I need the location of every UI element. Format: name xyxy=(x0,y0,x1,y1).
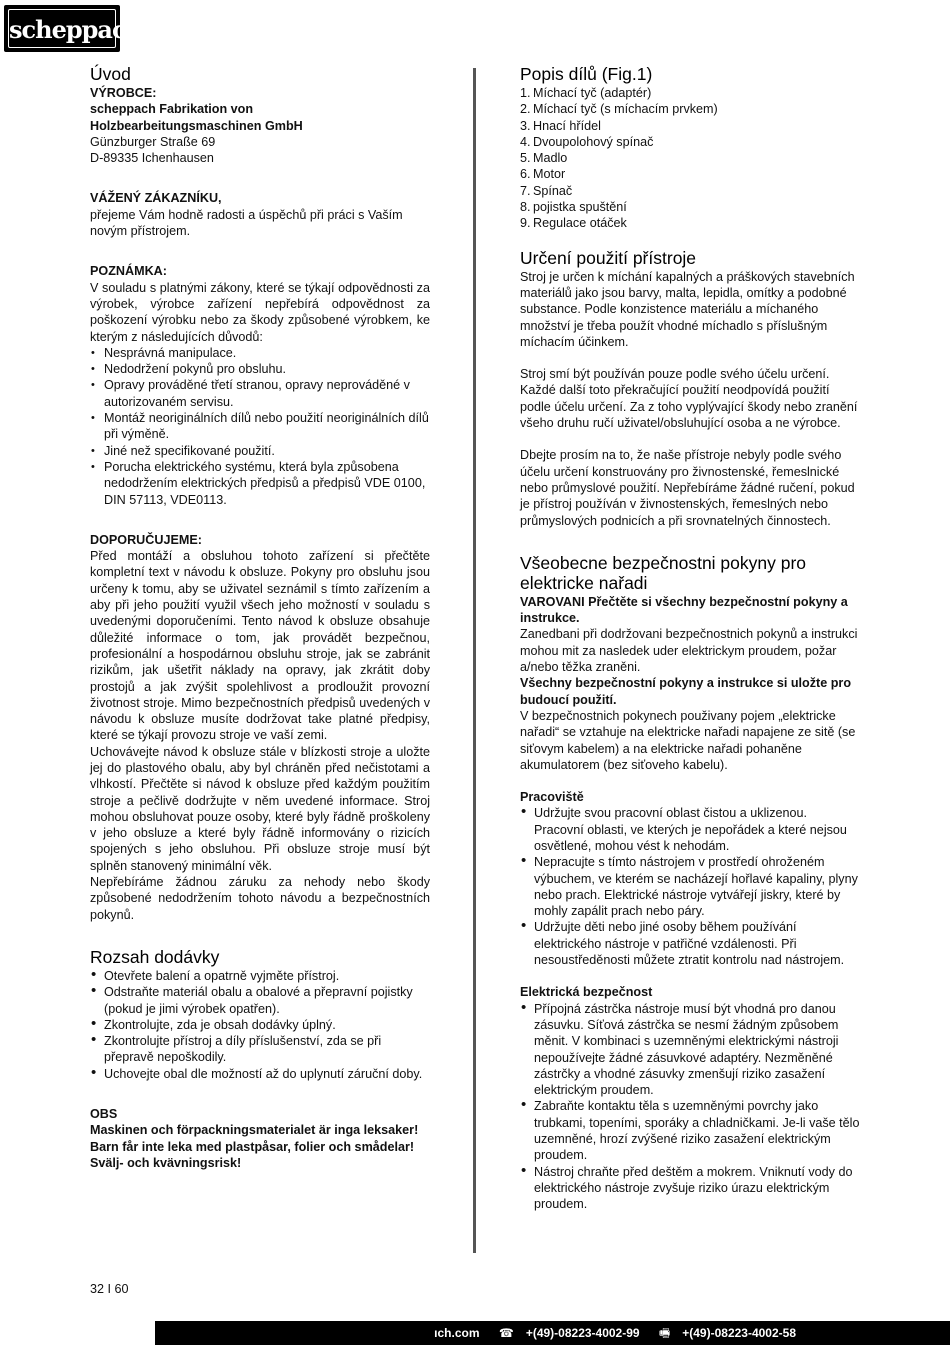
poznamka-text: V souladu s platnými zákony, které se týkají odpovědnosti za výrobek, výrobce zařízení nepřebírá odpovědnost za poškození výrobku nebo za škody způsobené výrobkem, ke kterým z následujících důvodů: xyxy=(90,280,430,344)
list-item: 4. Dvoupolohový spínač xyxy=(520,134,654,149)
list-item: • Uchovejte obal dle možností až do uplynutí záruční doby. xyxy=(90,1066,430,1082)
customer-text: přejeme Vám hodně radosti a úspěchů při práci s Vaším novým přístrojem. xyxy=(90,207,403,239)
zanedbani-text: Zanedbani při dodržovani bezpečnostnich pokynů a instrukci mohou mit za nasledek uder elektrickym proudem, požar a/nebo těžka zraněni. xyxy=(520,627,858,675)
page-number: 32 I 60 xyxy=(90,1282,129,1296)
column-divider xyxy=(473,68,476,1253)
vyrobce-name-2: Holzbearbeitungsmaschinen GmbH xyxy=(90,118,303,133)
vyrobce-name-1: scheppach Fabrikation von xyxy=(90,102,254,117)
list-item: • Zabraňte kontaktu těla s uzemněnými povrchy jako trubkami, topeními, sporáky a chladničkami. Je-li vaše tělo uzemněné, hrozí zvýšené riziko zasažení elektrickým proudem. xyxy=(520,1098,860,1163)
list-item: 1. Míchací tyč (adaptér) xyxy=(520,86,652,100)
footer-fax: 🖷 +(49)-08223-4002-58 xyxy=(651,1326,796,1340)
list-item: • Nesprávná manipulace. xyxy=(90,345,430,361)
pojem-text: V bezpečnostnich pokynech použivany pojem „elektricke nařadi“ se vztahuje na elektricke nařadi napajene ze sitě (se siťovym kabelem) a na elektricke nařadi pohaněne akumulatorem (bez siťoveho kabelu). xyxy=(520,708,856,772)
footer xyxy=(0,1321,950,1345)
list-item: 3. Hnací hřídel xyxy=(520,118,601,133)
uschovejte-text: Všechny bezpečnostní pokyny a instrukce si uložte pro budoucí použití. xyxy=(520,676,852,707)
list-item: • Zkontrolujte přístroj a díly příslušenství, zda se při přepravě nepoškodily. xyxy=(90,1033,430,1066)
uvod-heading: Úvod xyxy=(90,64,131,84)
poznamka-list xyxy=(90,345,430,508)
list-item: • Zkontrolujte, zda je obsah dodávky úplný. xyxy=(90,1017,430,1033)
address-line-1: Günzburger Straße 69 xyxy=(90,134,216,149)
logo-text: scheppach xyxy=(9,15,143,44)
rozsah-list xyxy=(90,968,430,1082)
parts-list xyxy=(520,85,860,232)
popis-heading: Popis dílů (Fig.1) xyxy=(520,64,653,84)
right-column xyxy=(520,64,860,1213)
footer-phone: ☎ +(49)-08223-4002-99 xyxy=(491,1326,640,1340)
urceni-text-2: Stroj smí být používán pouze podle svého účelu určení. Každé další toto překračující použití neodpovídá použití podle účelu určení. Za z toho vyplývající škody nebo zranění všeho druhu ručí uživatel/obsluhující osoba a ne výrobce. xyxy=(520,367,858,431)
list-item: • Nedodržení pokynů pro obsluhu. xyxy=(90,361,430,377)
scheppach-logo xyxy=(4,5,143,52)
doporucujeme-text-2: Uchovávejte návod k obsluze stále v blízkosti stroje a uložte jej do plastového obalu, aby byl chráněn před nečistotami a vlhkostí. Přečtěte si návod k obsluze před každým použitím stroje a pečlivě dodržujte v něm uvedené informace. Stroj mohou obsluhovat pouze osoby, které byly řádně proškoleny v jeho obsluze a které byly řádně informovány o rizicích spojených s jeho obsluhou. Při obsluze stroje musí být splněn stanovený minimální věk. xyxy=(90,744,430,873)
list-item: 2. Míchací tyč (s míchacím prvkem) xyxy=(520,102,718,117)
rozsah-heading: Rozsah dodávky xyxy=(90,946,220,967)
fax-icon: 🖷 xyxy=(658,1326,671,1340)
footer-web: ıch.com xyxy=(434,1326,480,1340)
doporucujeme-text-3: Nepřebíráme žádnou záruku za nehody nebo škody způsobené nedodržením tohoto návodu a bezpečnostních pokynů. xyxy=(90,875,430,922)
doporucujeme-label: DOPORUČUJEME: xyxy=(90,532,202,547)
obs-label: OBS xyxy=(90,1107,118,1122)
doporucujeme-text-1: Před montáží a obsluhou tohoto zařízení si přečtěte kompletní text v návodu k obsluze. Pokyny pro obsluhu jsou určeny k tomu, aby se uživatel seznámil s tímto zařízením a aby při jeho použití využil všech jeho možností v souladu s uvedenými doporučeními. Tento návod k obsluze obsahuje důležité informace o tom, jak provádět bezpečnou, profesionální a hospodárnou obsluhu stroje, jak se zabránit rizikům, jak ušetřit náklady na opravy, jak zkrátit doby prostojů a jak zvýšit spolehlivost a prodloužit provozní životnost stroje. Mimo bezpečnostních předpisů uvedených v návodu k obsluze musíte dodržovat take platné předpisy, které se týkají provozu stroje ve vaší zemi. xyxy=(90,549,430,743)
list-item: • Porucha elektrického systému, která byla způsobena nedodržením elektrických předpisů a předpisů VDE 0100, DIN 57113, VDE0113. xyxy=(90,459,430,508)
pracoviste-list xyxy=(520,805,860,968)
list-item: • Udržujte děti nebo jiné osoby během používání elektrického nástroje v patřičné vzdálenosti. Při nesoustředěnosti můžete ztratit kontrolu nad nástrojem. xyxy=(520,919,860,968)
list-item: 7. Spínač xyxy=(520,183,573,198)
left-column xyxy=(90,64,430,1171)
safety-heading: Všeobecne bezpečnostni pokyny pro elektricke nařadi xyxy=(520,552,807,593)
urceni-text-3: Dbejte prosím na to, že naše přístroje nebyly podle svého účelu určení konstruovány pro živnostenské, řemeslnické nebo průmyslové použití. Nepřebíráme žádné ručení, pokud je přístroj používán v živnostenských, řemeslných nebo průmyslových podnicích a při srovnatelných činnostech. xyxy=(520,448,855,528)
list-item: • Nepracujte s tímto nástrojem v prostředí ohroženém výbuchem, ve kterém se nacházejí hořlavé kapaliny, plyny nebo prach. Elektrické nástroje vytvářejí jiskry, které by mohly zapálit prach nebo páry. xyxy=(520,854,860,919)
list-item: 5. Madlo xyxy=(520,151,568,166)
phone-icon: ☎ xyxy=(498,1326,514,1340)
list-item: • Montáž neoriginálních dílů nebo použití neoriginálních dílů při výměně. xyxy=(90,410,430,443)
list-item: • Nástroj chraňte před deštěm a mokrem. Vniknutí vody do elektrického nástroje zvyšuje riziko úrazu elektrickým proudem. xyxy=(520,1164,860,1213)
list-item: 9. Regulace otáček xyxy=(520,216,627,231)
list-item: • Přípojná zástrčka nástroje musí být vhodná pro danou zásuvku. Síťová zástrčka se nesmí žádným způsobem měnit. V kombinaci s uzemněnými elektrickými nástroji nepoužívejte žádné zásuvkové adaptéry. Nezměněné zástrčky a vhodné zásuvky zmenšují riziko zasažení elektrickým proudem. xyxy=(520,1001,860,1099)
obs-text: Maskinen och förpackningsmaterialet är inga leksaker! Barn får inte leka med plastpåsar, folier och smådelar! Svälj- och kvävningsrisk! xyxy=(90,1123,419,1170)
vyrobce-label: VÝROBCE: xyxy=(90,86,157,100)
urceni-text-1: Stroj je určen k míchání kapalných a práškových stavebních materiálů jako jsou barvy, malta, lepidla, omítky a podobné substance. Podle konzistence materiálu a míchaného množství je třeba použít vhodné míchadlo s příslušným míchacím účinkem. xyxy=(520,269,855,349)
pracoviste-label: Pracoviště xyxy=(520,790,584,805)
list-item: • Jiné než specifikované použití. xyxy=(90,443,430,459)
poznamka-label: POZNÁMKA: xyxy=(90,264,167,279)
list-item: • Opravy prováděné třetí stranou, opravy neprováděné v autorizovaném servisu. xyxy=(90,377,430,410)
urceni-heading: Určení použití přístroje xyxy=(520,247,697,268)
list-item: • Odstraňte materiál obalu a obalové a přepravní pojistky (pokud je jimi výrobek opatřen). xyxy=(90,984,430,1017)
varovani-text: VAROVANI Přečtěte si všechny bezpečnostní pokyny a instrukce. xyxy=(520,594,848,626)
list-item: 6. Motor xyxy=(520,167,566,182)
list-item: 8. pojistka spuštění xyxy=(520,200,627,215)
elektricka-label: Elektrická bezpečnost xyxy=(520,985,653,1000)
header xyxy=(0,0,950,56)
elektricka-list xyxy=(520,1001,860,1213)
list-item: • Otevřete balení a opatrně vyjměte přístroj. xyxy=(90,968,430,984)
list-item: • Udržujte svou pracovní oblast čistou a uklizenou. Pracovní oblasti, ve kterých je nepořádek a které nejsou osvětlené, mohou vést k nehodám. xyxy=(520,805,860,854)
address-line-2: D-89335 Ichenhausen xyxy=(90,151,214,166)
footer-bar xyxy=(155,1321,950,1345)
customer-label: VÁŽENÝ ZÁKAZNÍKU, xyxy=(90,191,222,206)
